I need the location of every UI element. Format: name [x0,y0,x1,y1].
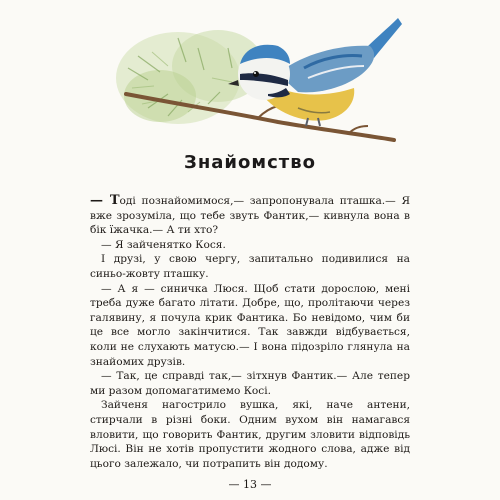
blue-tit [228,18,402,126]
chapter-title: Знайомство [184,152,316,173]
paragraph: — Так, це справді так,— зітхнув Фантик.— Але тепер ми разом допомагатимемо Косі. [90,370,410,397]
drop-cap: — Т [90,193,120,208]
paragraph: — Я зайченятко Кося. [101,238,226,251]
paragraph: Зайченя нагострило вушка, які, наче антени, стирчали в різні боки. Одним вухом він намагався вловити, що говорить Фантик, другим зловити відповідь Люсі. Він не хотів пропустити жодного слова, адже від цього залежало, чи потрапить він додому. [90,399,410,470]
paragraph-text: оді познайомимося,— запропонувала пташка.— Я вже зрозуміла, що тебе звуть Фантик,— кивнула вона в бік їжачка.— А ти хто? [90,195,411,237]
paragraph: — А я — синичка Люся. Щоб стати дорослою, мені треба дуже багато літати. Добре, що, пролітаючи через галявину, я почула крик Фантика. Бо невідомо, чим би це все могло закінчитися. Так завжди відбувається, коли не слухають матусю.— І вона підозріло глянула на знайомих друзів. [90,282,410,368]
paragraph [90,194,410,238]
bird-illustration [108,8,408,148]
page-number: — 13 — [228,478,272,491]
blue-tit-illustration [108,8,408,148]
story-text [90,194,410,471]
paragraph: І друзі, у свою чергу, запитально подивилися на синьо-жовту пташку. [90,253,410,280]
